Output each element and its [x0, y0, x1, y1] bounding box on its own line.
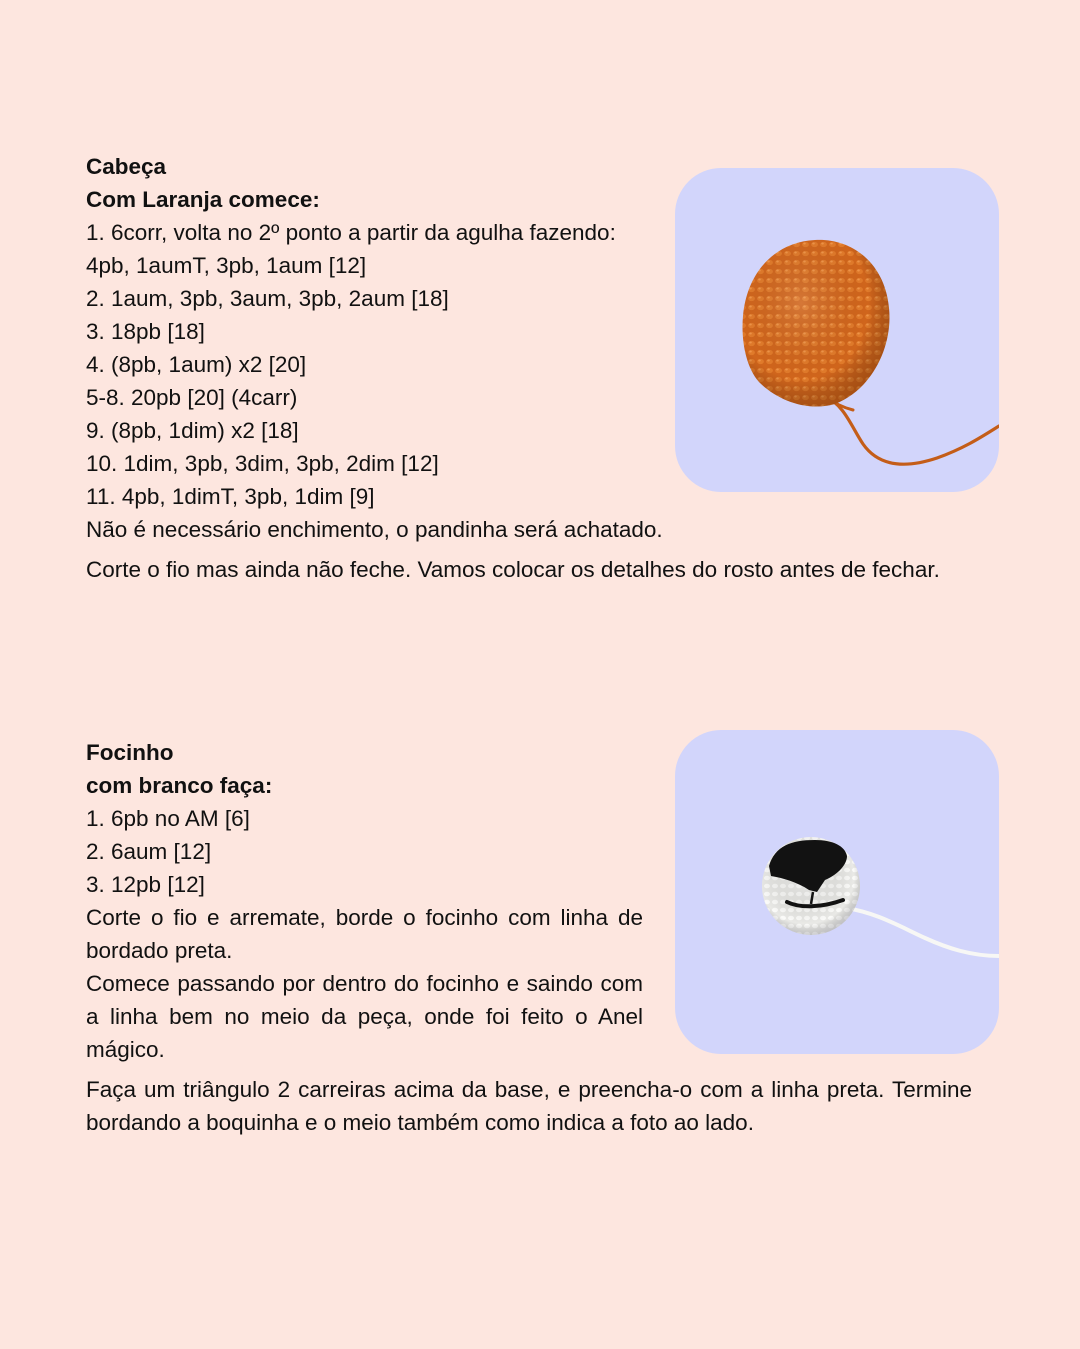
head-step: 11. 4pb, 1dimT, 3pb, 1dim [9]	[86, 484, 375, 509]
head-step: 9. (8pb, 1dim) x2 [18]	[86, 418, 299, 443]
snout-step: 2. 6aum [12]	[86, 839, 212, 864]
head-photo	[675, 168, 999, 492]
snout-text-column	[86, 736, 643, 1066]
head-note: Não é necessário enchimento, o pandinha será achatado.	[86, 517, 663, 542]
snout-photo	[675, 730, 999, 1054]
white-crochet-snout-icon	[675, 730, 999, 1054]
snout-closing: Faça um triângulo 2 carreiras acima da base, e preencha-o com a linha preta. Termine bordando a boquinha e o meio também como indica a foto ao lado.	[86, 1077, 972, 1135]
head-closing: Corte o fio mas ainda não feche. Vamos colocar os detalhes do rosto antes de fechar.	[86, 557, 940, 582]
head-step: 1. 6corr, volta no 2º ponto a partir da agulha fazendo:	[86, 220, 616, 245]
head-step: 2. 1aum, 3pb, 3aum, 3pb, 2aum [18]	[86, 286, 449, 311]
head-title: Cabeça	[86, 154, 167, 179]
head-step: 4pb, 1aumT, 3pb, 1aum [12]	[86, 253, 367, 278]
head-step: 4. (8pb, 1aum) x2 [20]	[86, 352, 307, 377]
head-step: 5-8. 20pb [20] (4carr)	[86, 385, 298, 410]
snout-step: 1. 6pb no AM [6]	[86, 806, 250, 831]
snout-step: 3. 12pb [12]	[86, 872, 205, 897]
head-step: 3. 18pb [18]	[86, 319, 205, 344]
snout-subtitle: com branco faça:	[86, 773, 273, 798]
head-subtitle: Com Laranja comece:	[86, 187, 320, 212]
snout-instructions-2: Comece passando por dentro do focinho e saindo com a linha bem no meio da peça, onde foi feito o Anel mágico.	[86, 971, 643, 1062]
head-text-column	[86, 150, 668, 546]
snout-title: Focinho	[86, 740, 174, 765]
snout-instructions: Corte o fio e arremate, borde o focinho com linha de bordado preta.	[86, 905, 643, 963]
orange-crochet-circle-icon	[675, 168, 999, 492]
head-step: 10. 1dim, 3pb, 3dim, 3pb, 2dim [12]	[86, 451, 439, 476]
